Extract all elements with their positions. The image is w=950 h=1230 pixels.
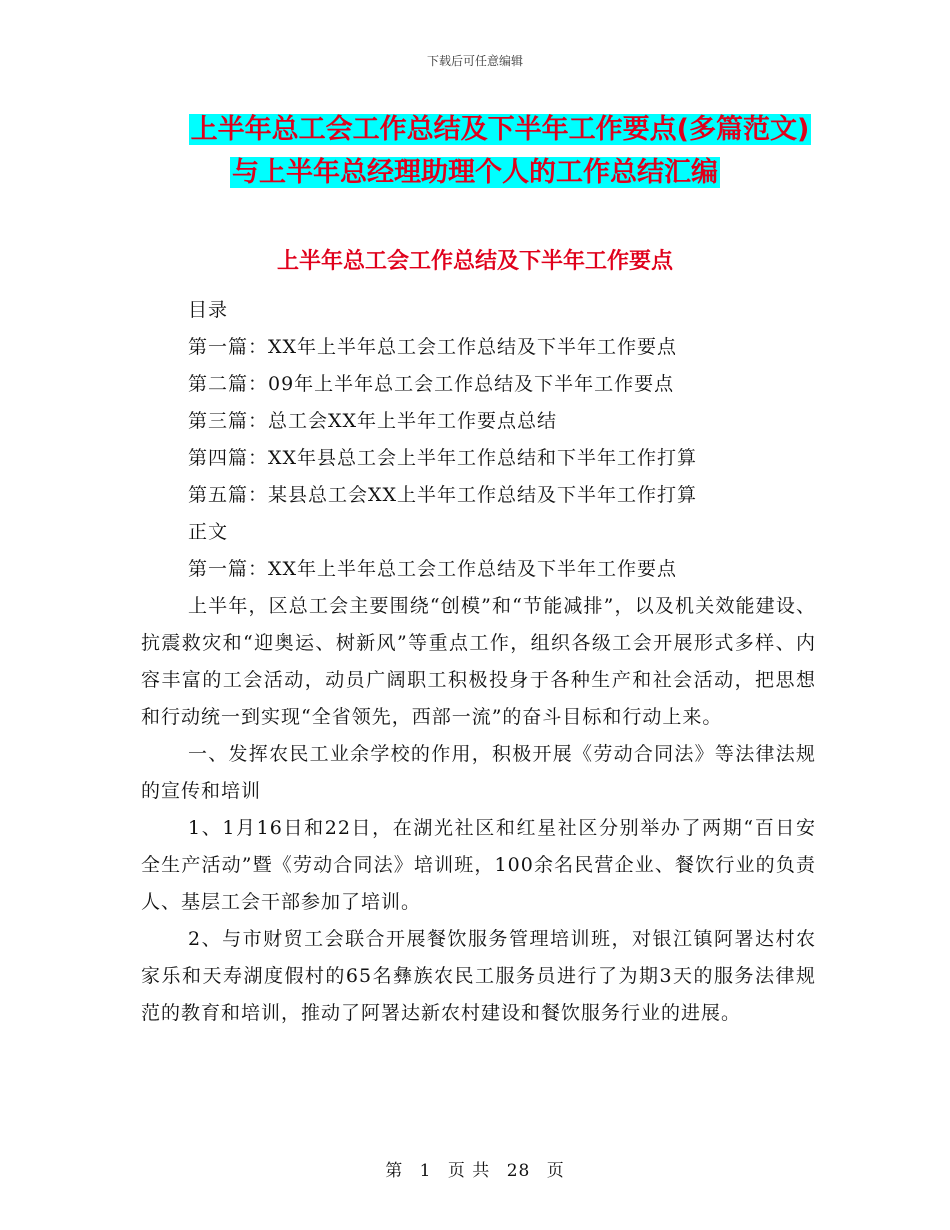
paragraph: 1、1月16日和22日，在湖光社区和红星社区分别举办了两期“百日安全生产活动”暨《劳动合同法》培训班，100余名民营企业、餐饮行业的负责人、基层工会干部参加了培训。 [141,817,816,913]
toc-heading: 目录 [188,299,229,321]
footer-middle: 页 共 [447,1161,491,1181]
document-body [141,292,816,1032]
toc-item: 第五篇：某县总工会XX上半年工作总结及下半年工作打算 [188,484,698,506]
section-title: 上半年总工会工作总结及下半年工作要点 [276,249,673,274]
toc-item: 第二篇：09年上半年总工会工作总结及下半年工作要点 [188,373,675,395]
document-title-line-1 [0,112,950,148]
page-total: 28 [506,1161,531,1181]
body-label: 正文 [188,521,229,543]
paragraph: 一、发挥农民工业余学校的作用，积极开展《劳动合同法》等法律法规的宣传和培训 [141,743,816,802]
footer-suffix: 页 [546,1161,565,1181]
page-number: 1 [419,1161,432,1181]
page-footer [0,1156,950,1181]
toc-item: 第四篇：XX年县总工会上半年工作总结和下半年工作打算 [188,447,698,469]
chapter-heading: 第一篇：XX年上半年总工会工作总结及下半年工作要点 [188,558,678,580]
toc-item: 第一篇：XX年上半年总工会工作总结及下半年工作要点 [188,336,678,358]
document-title-line-2-text: 与上半年总经理助理个人的工作总结汇编 [232,157,718,188]
toc-item: 第三篇：总工会XX年上半年工作要点总结 [188,410,558,432]
paragraph: 2、与市财贸工会联合开展餐饮服务管理培训班，对银江镇阿署达村农家乐和天寿湖度假村的65名彝族农民工服务员进行了为期3天的服务法律规范的教育和培训，推动了阿署达新农村建设和餐饮服务行业的进展。 [141,928,816,1024]
document-title-line-1-text: 上半年总工会工作总结及下半年工作要点(多篇范文) [190,114,810,145]
paragraph: 上半年，区总工会主要围绕“创模”和“节能减排”，以及机关效能建设、抗震救灾和“迎奥运、树新风”等重点工作，组织各级工会开展形式多样、内容丰富的工会活动，动员广阔职工积极投身于各种生产和社会活动，把思想和行动统一到实现“全省领先，西部一流”的奋斗目标和行动上来。 [141,595,816,728]
header-note: 下载后可任意编辑 [426,54,523,68]
document-title-line-2 [0,155,950,191]
footer-prefix: 第 [385,1161,404,1181]
